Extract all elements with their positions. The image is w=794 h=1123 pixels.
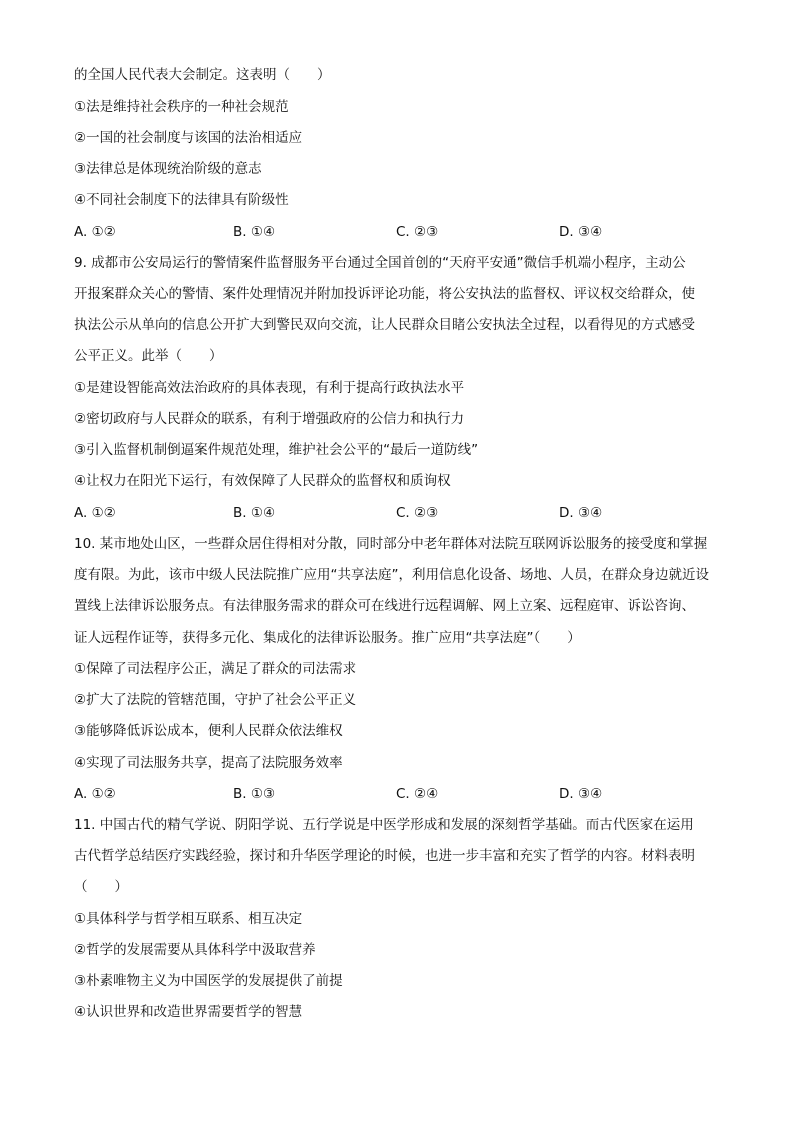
statement: ③能够降低诉讼成本，便利人民群众依法维权 <box>74 723 343 739</box>
question-10-stem: 10. 某市地处山区，一些群众居住得相对分散，同时部分中老年群体对法院互联网诉讼服务的接受度和掌握 <box>74 536 708 552</box>
question-11-stem: 古代哲学总结医疗实践经验，探讨和升华医学理论的时候，也进一步丰富和充实了哲学的内容。材料表明 <box>74 848 695 864</box>
statement: ②扩大了法院的管辖范围，守护了社会公平正义 <box>74 692 357 708</box>
option-d[interactable]: D. ③④ <box>559 224 603 240</box>
statement: ④让权力在阳光下运行，有效保障了人民群众的监督权和质询权 <box>74 473 451 489</box>
option-d[interactable]: D. ③④ <box>559 786 603 802</box>
statement: ③引入监督机制倒逼案件规范处理，维护社会公平的“最后一道防线” <box>74 442 479 458</box>
question-11-stem: 11. 中国古代的精气学说、阴阳学说、五行学说是中医学形成和发展的深刻哲学基础。而古代医家在运用 <box>74 817 694 833</box>
option-b[interactable]: B. ①④ <box>233 505 276 521</box>
option-c[interactable]: C. ②③ <box>396 505 439 521</box>
option-c[interactable]: C. ②③ <box>396 224 439 240</box>
statement: ③朴素唯物主义为中国医学的发展提供了前提 <box>74 973 343 989</box>
option-c[interactable]: C. ②④ <box>396 786 439 802</box>
option-b[interactable]: B. ①④ <box>233 224 276 240</box>
question-10-stem: 证人远程作证等，获得多元化、集成化的法律诉讼服务。推广应用“共享法庭”（ ） <box>74 630 581 646</box>
statement: ②哲学的发展需要从具体科学中汲取营养 <box>74 942 316 958</box>
question-11-stem: （ ） <box>74 879 128 895</box>
statement: ②密切政府与人民群众的联系，有利于增强政府的公信力和执行力 <box>74 411 465 427</box>
statement: ③法律总是体现统治阶级的意志 <box>74 161 262 177</box>
statement: ①保障了司法程序公正，满足了群众的司法需求 <box>74 661 357 677</box>
statement: ④认识世界和改造世界需要哲学的智慧 <box>74 1004 303 1020</box>
option-d[interactable]: D. ③④ <box>559 505 603 521</box>
statement: ①法是维持社会秩序的一种社会规范 <box>74 99 289 115</box>
option-a[interactable]: A. ①② <box>74 786 116 802</box>
statement: ①是建设智能高效法治政府的具体表现，有利于提高行政执法水平 <box>74 380 465 396</box>
question-9-stem: 9. 成都市公安局运行的警情案件监督服务平台通过全国首创的“天府平安通”微信手机端小程序，主动公 <box>74 255 686 271</box>
option-a[interactable]: A. ①② <box>74 505 116 521</box>
option-b[interactable]: B. ①③ <box>233 786 276 802</box>
statement: ①具体科学与哲学相互联系、相互决定 <box>74 911 303 927</box>
statement: ④实现了司法服务共享，提高了法院服务效率 <box>74 755 343 771</box>
statement: ②一国的社会制度与该国的法治相适应 <box>74 130 303 146</box>
statement: ④不同社会制度下的法律具有阶级性 <box>74 192 289 208</box>
question-9-stem: 执法公示从单向的信息公开扩大到警民双向交流，让人民群众目睹公安执法全过程，以看得见的方式感受 <box>74 317 695 333</box>
question-9-stem: 开报案群众关心的警情、案件处理情况并附加投诉评论功能，将公安执法的监督权、评议权交给群众，使 <box>74 286 695 302</box>
question-8-stem-tail: 的全国人民代表大会制定。这表明（ ） <box>74 67 331 83</box>
question-10-stem: 度有限。为此，该市中级人民法院推广应用“共享法庭”，利用信息化设备、场地、人员，在群众身边就近设 <box>74 567 709 583</box>
question-9-stem: 公平正义。此举（ ） <box>74 348 223 364</box>
option-a[interactable]: A. ①② <box>74 224 116 240</box>
question-10-stem: 置线上法律诉讼服务点。有法律服务需求的群众可在线进行远程调解、网上立案、远程庭审、诉讼咨询、 <box>74 598 695 614</box>
